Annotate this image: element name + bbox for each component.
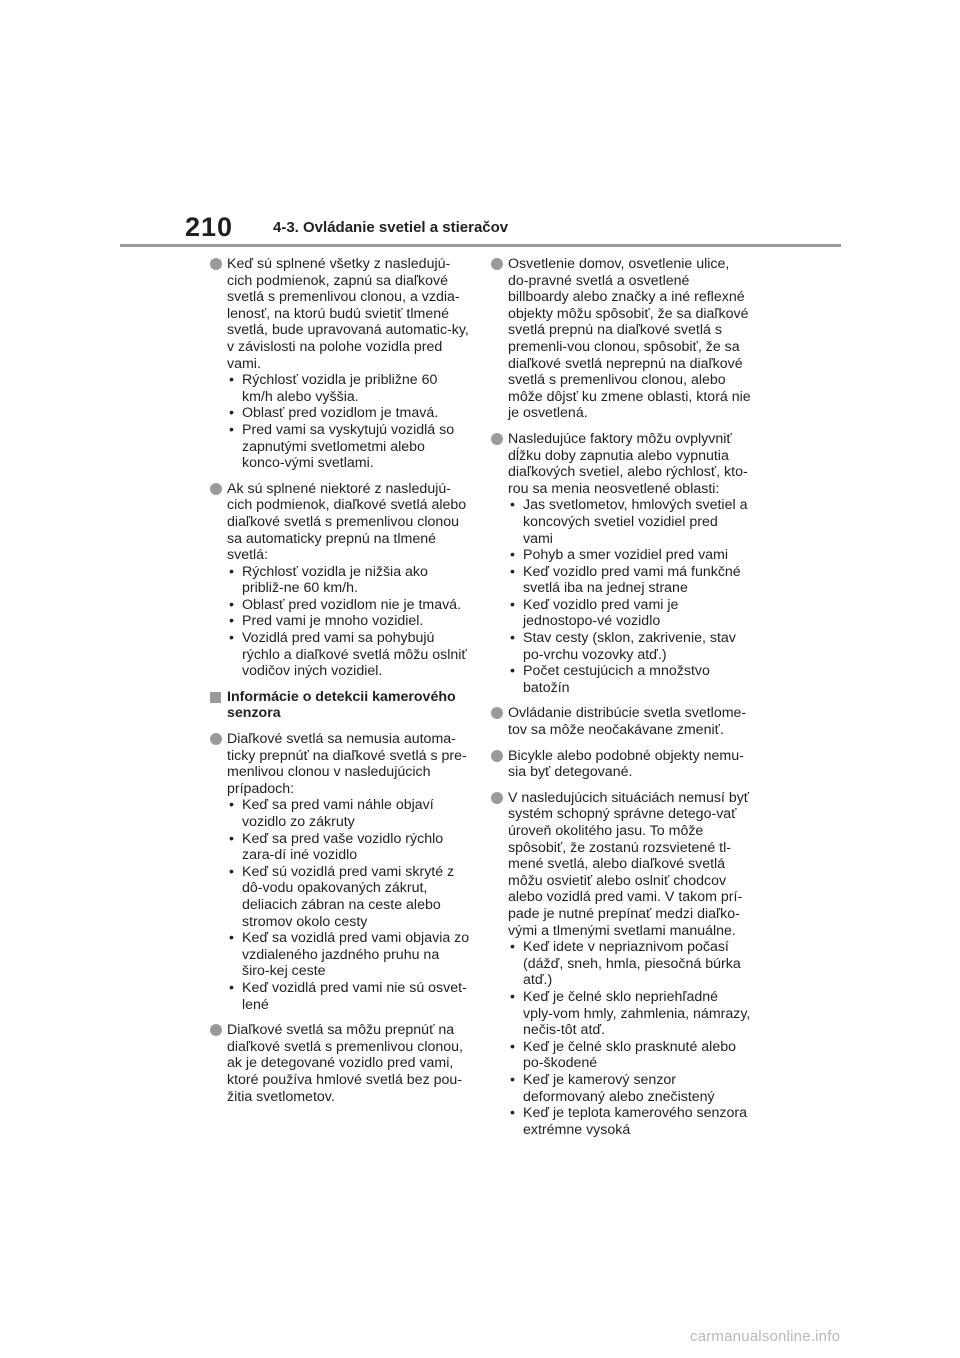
sub-list-item: • Keď sa pred vaše vozidlo rýchlo zara-dí iné vozidlo — [227, 831, 470, 864]
left-column — [210, 256, 470, 1114]
paragraph-item — [210, 256, 470, 472]
sub-list — [227, 372, 470, 472]
sub-list-item: • Rýchlosť vozidla je približne 60 km/h alebo vyššia. — [227, 372, 470, 405]
sub-list-item: • Pred vami sa vyskytujú vozidlá so zapnutými svetlometmi alebo konco-vými svetlami. — [227, 422, 470, 472]
paragraph-text: Diaľkové svetlá sa nemusia automa-ticky prepnúť na diaľkové svetlá s pre-menlivou clonou v nasledujúcich prípadoch: — [227, 731, 467, 797]
sub-list-item: • Stav cesty (sklon, zakrivenie, stav po-vrchu vozovky atď.) — [508, 630, 751, 663]
sub-list-item: • Keď idete v nepriaznivom počasí (dážď, sneh, hmla, piesočná búrka atď.) — [508, 939, 751, 989]
sub-list — [508, 939, 751, 1138]
right-column — [491, 256, 751, 1147]
circle-bullet-icon — [210, 733, 222, 745]
sub-list-item: • Keď vozidlá pred vami nie sú osvet-lené — [227, 980, 470, 1013]
circle-bullet-icon — [491, 707, 503, 719]
paragraph-item — [210, 481, 470, 680]
paragraph-text: Ovládanie distribúcie svetla svetlome-tov sa môže neočakávane zmeniť. — [508, 705, 747, 739]
circle-bullet-icon — [491, 258, 503, 270]
sub-list-item: • Keď vozidlo pred vami má funkčné svetlá iba na jednej strane — [508, 564, 751, 597]
circle-bullet-icon — [210, 483, 222, 495]
sub-list-item: • Keď je čelné sklo nepriehľadné vply-vom hmly, zahmlenia, námrazy, nečis-tôt atď. — [508, 989, 751, 1039]
section-title: 4-3. Ovládanie svetiel a stieračov — [273, 219, 509, 236]
sub-list-item: • Oblasť pred vozidlom je tmavá. — [227, 405, 470, 422]
paragraph-item — [491, 705, 751, 738]
sub-list-item: • Jas svetlometov, hmlových svetiel a koncových svetiel vozidiel pred vami — [508, 497, 751, 547]
section-heading — [210, 689, 470, 722]
sub-list-item: • Pohyb a smer vozidiel pred vami — [508, 547, 751, 564]
paragraph-text: Keď sú splnené všetky z nasledujú-cich podmienok, zapnú sa diaľkové svetlá s premenlivou clonou, a vzdia-lenosť, na ktorú budú svietiť tlmené svetlá, bude upravovaná automatic-ky, v závislosti na polohe vozidla pred vami. — [227, 256, 469, 372]
sub-list-item: • Keď vozidlo pred vami je jednostopo-vé vozidlo — [508, 597, 751, 630]
sub-list-item: • Keď je teplota kamerového senzora extrémne vysoká — [508, 1105, 751, 1138]
paragraph-item — [491, 256, 751, 422]
paragraph-text: Osvetlenie domov, osvetlenie ulice, do-pravné svetlá a osvetlené billboardy alebo značky a iné reflexné objekty môžu spôsobiť, že sa diaľkové svetlá prepnú na diaľkové svetlá s premenli-vou clonou, spôsobiť, že sa diaľkové svetlá neprepnú na diaľkové svetlá s premenlivou clonou, alebo môže dôjsť ku zmene oblasti, ktorá nie je osvetlená. — [508, 256, 751, 422]
paragraph-item — [491, 748, 751, 781]
sub-list-item: • Oblasť pred vozidlom nie je tmavá. — [227, 597, 470, 614]
paragraph-item — [210, 1022, 470, 1105]
paragraph-item — [491, 431, 751, 697]
sub-list-item: • Keď je kamerový senzor deformovaný alebo znečistený — [508, 1072, 751, 1105]
circle-bullet-icon — [491, 792, 503, 804]
page-header — [0, 0, 960, 250]
sub-list-item: • Vozidlá pred vami sa pohybujú rýchlo a diaľkové svetlá môžu oslniť vodičov iných vozidiel. — [227, 630, 470, 680]
circle-bullet-icon — [491, 433, 503, 445]
page-number: 210 — [185, 212, 234, 242]
sub-list-item: • Keď sú vozidlá pred vami skryté z dô-vodu opakovaných zákrut, deliacich zábran na ceste alebo stromov okolo cesty — [227, 864, 470, 930]
header-rule — [120, 244, 841, 247]
paragraph-text: V nasledujúcich situáciách nemusí byť systém schopný správne detego-vať úroveň okolitého jasu. To môže spôsobiť, že zostanú rozsvietené tl-mené svetlá, alebo diaľkové svetlá môžu osvietiť alebo oslniť chodcov alebo vozidlá pred vami. V takom prí-pade je nutné prepínať medzi diaľko-vými a tlmenými svetlami manuálne. — [508, 789, 750, 939]
paragraph-text: Nasledujúce faktory môžu ovplyvniť dĺžku doby zapnutia alebo vypnutia diaľkových svetiel, alebo rýchlosť, kto-rou sa menia neosvetlené oblasti: — [508, 430, 748, 497]
paragraph-text: Diaľkové svetlá sa môžu prepnúť na diaľkové svetlá s premenlivou clonou, ak je detegované vozidlo pred vami, ktoré používa hmlové svetlá bez pou-žitia svetlometov. — [227, 1022, 463, 1105]
sub-list — [227, 564, 470, 680]
sub-list — [508, 497, 751, 696]
sub-list — [227, 797, 470, 1013]
sub-list-item: • Rýchlosť vozidla je nižšia ako približ-ne 60 km/h. — [227, 564, 470, 597]
paragraph-text: Bicykle alebo podobné objekty nemu-sia byť detegované. — [508, 747, 744, 781]
paragraph-item — [210, 731, 470, 1013]
sub-list-item: • Pred vami je mnoho vozidiel. — [227, 613, 470, 630]
watermark: carmanualsonline.info — [690, 1328, 841, 1345]
sub-list-item: • Keď je čelné sklo prasknuté alebo po-škodené — [508, 1039, 751, 1072]
sub-list-item: • Počet cestujúcich a množstvo batožín — [508, 663, 751, 696]
square-bullet-icon — [210, 692, 221, 703]
sub-list-item: • Keď sa pred vami náhle objaví vozidlo zo zákruty — [227, 797, 470, 830]
sub-list-item: • Keď sa vozidlá pred vami objavia zo vzdialeného jazdného pruhu na širo-kej ceste — [227, 930, 470, 980]
circle-bullet-icon — [210, 1024, 222, 1036]
paragraph-item — [491, 790, 751, 1138]
heading-text: Informácie o detekcii kamerového senzora — [227, 688, 456, 722]
circle-bullet-icon — [491, 750, 503, 762]
circle-bullet-icon — [210, 258, 222, 270]
paragraph-text: Ak sú splnené niektoré z nasledujú-cich podmienok, diaľkové svetlá alebo diaľkové svetlá s premenlivou clonou sa automaticky prepnú na tlmené svetlá: — [227, 480, 467, 564]
